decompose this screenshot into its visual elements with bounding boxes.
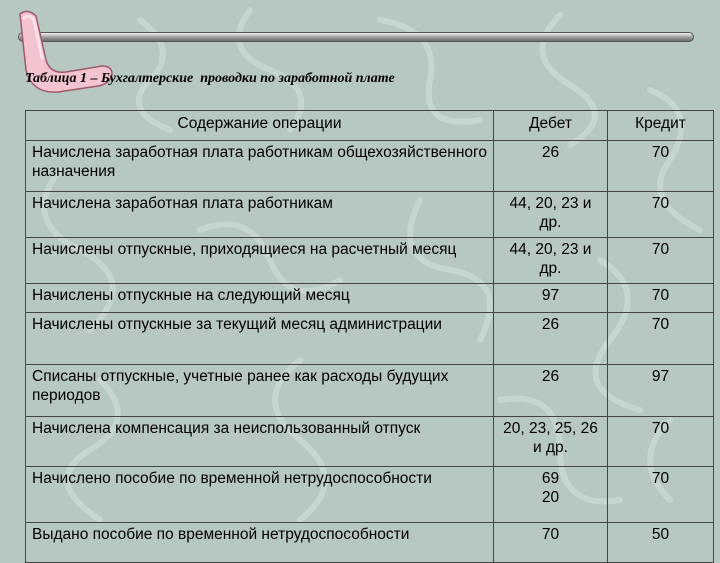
debit-cell: 70 xyxy=(494,523,608,563)
operation-cell: Начислена компенсация за неиспользованный отпуск xyxy=(26,417,494,467)
table-row xyxy=(26,467,714,523)
table-row xyxy=(26,192,714,238)
header-row xyxy=(26,111,714,141)
debit-cell: 97 xyxy=(494,284,608,313)
table-row xyxy=(26,141,714,192)
debit-cell: 26 xyxy=(494,365,608,417)
credit-cell: 70 xyxy=(608,467,714,523)
title-bar xyxy=(18,32,694,42)
header-credit: Кредит xyxy=(608,111,714,141)
table-row xyxy=(26,523,714,563)
credit-cell: 50 xyxy=(608,523,714,563)
table-row xyxy=(26,313,714,365)
credit-cell: 70 xyxy=(608,417,714,467)
operation-cell: Начислены отпускные за текущий месяц администрации xyxy=(26,313,494,365)
operation-cell: Начислены отпускные, приходящиеся на расчетный месяц xyxy=(26,238,494,284)
operation-cell: Начислена заработная плата работникам xyxy=(26,192,494,238)
operation-cell: Выдано пособие по временной нетрудоспособности xyxy=(26,523,494,563)
debit-cell: 20, 23, 25, 26 и др. xyxy=(494,417,608,467)
credit-cell: 97 xyxy=(608,365,714,417)
credit-cell: 70 xyxy=(608,192,714,238)
credit-cell: 70 xyxy=(608,141,714,192)
credit-cell: 70 xyxy=(608,313,714,365)
credit-cell: 70 xyxy=(608,238,714,284)
postings-table xyxy=(25,110,714,563)
credit-cell: 70 xyxy=(608,284,714,313)
debit-cell: 69 20 xyxy=(494,467,608,523)
debit-cell: 26 xyxy=(494,141,608,192)
header-debit: Дебет xyxy=(494,111,608,141)
operation-cell: Начислена заработная плата работникам общехозяйственного назначения xyxy=(26,141,494,192)
operation-cell: Начислено пособие по временной нетрудоспособности xyxy=(26,467,494,523)
table-row xyxy=(26,417,714,467)
operation-cell: Начислены отпускные на следующий месяц xyxy=(26,284,494,313)
table-row xyxy=(26,365,714,417)
table-caption: Таблица 1 – Бухгалтерские проводки по заработной плате xyxy=(25,71,395,86)
debit-cell: 44, 20, 23 и др. xyxy=(494,238,608,284)
table-row xyxy=(26,284,714,313)
debit-cell: 26 xyxy=(494,313,608,365)
operation-cell: Списаны отпускные, учетные ранее как расходы будущих периодов xyxy=(26,365,494,417)
header-operation: Содержание операции xyxy=(26,111,494,141)
debit-cell: 44, 20, 23 и др. xyxy=(494,192,608,238)
table-row xyxy=(26,238,714,284)
